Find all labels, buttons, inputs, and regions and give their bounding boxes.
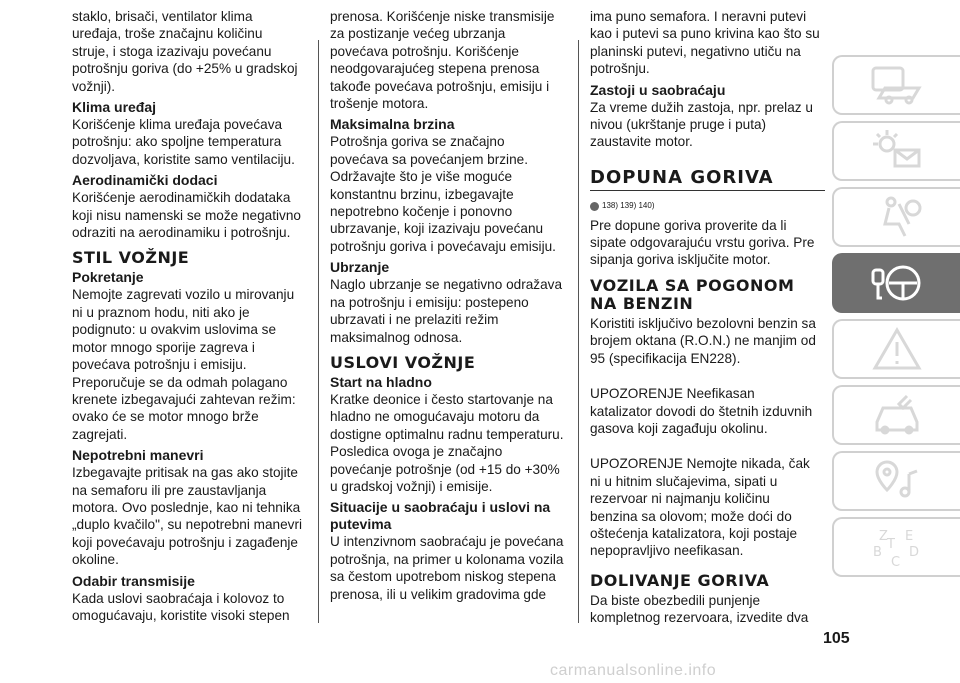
- paragraph: Naglo ubrzanje se negativno odražava na potrošnju i emisiju: postepeno ubrzavati i ne prelaziti režim maksimalnog odnosa.: [330, 277, 563, 345]
- paragraph: U intenzivnom saobraćaju je povećana potrošnja, na primer u kolonama vozila sa čestom upotrebom niskog stepena prenosa, ili u velikim gradovima gde: [330, 534, 564, 602]
- alphabet-index-icon: [869, 524, 925, 570]
- heading-zastoji: Zastoji u saobraćaju: [590, 81, 726, 98]
- lights-mail-icon: [869, 128, 925, 174]
- refs-text: 138) 139) 140): [602, 201, 655, 211]
- navigation-music-icon: [869, 458, 925, 504]
- svg-text:C: C: [891, 555, 901, 570]
- column-divider: [318, 40, 319, 623]
- chapter-tabs: [832, 55, 960, 583]
- warning-paragraph: UPOZORENJE Neefikasan katalizator dovodi do štetnih izduvnih gasova koji zagađuju okolinu.: [590, 386, 813, 436]
- paragraph: Kada uslovi saobraćaja i kolovoz to omogućavaju, koristite visoki stepen: [72, 590, 290, 623]
- paragraph: ima puno semafora. I neravni putevi kao i putevi sa puno krivina kao što su planinski putevi, negativno utiču na potrošnju.: [590, 9, 820, 77]
- paragraph: Nemojte zagrevati vozilo u mirovanju ni u praznom hodu, niti ako je podignuto: u ovakvim uslovima se motor mnogo sporije zagreva i povećava potrošnju i emisiju. Preporučuje se da odmah polagano krenete izbegavajući zahtevan režim: ovako će se motor mnogo brže zagrejati.: [72, 287, 296, 442]
- airbag-seat-icon: [869, 194, 925, 240]
- heading-situacije: Situacije u saobraćaju i uslovi na putevima: [330, 499, 551, 533]
- column-2: [330, 8, 565, 607]
- paragraph: Za vreme dužih zastoja, npr. prelaz u nivou (ukrštanje pruge i puta) zaustavite motor.: [590, 99, 813, 150]
- paragraph: Kratke deonice i često startovanje na hladno ne omogućavaju motoru da dostigne optimalnu radnu temperaturu. Posledica ovoga je značajno povećanje potrošnje (od +15 do +30% u gradskoj vožnji) i emisije.: [330, 391, 564, 494]
- column-divider: [578, 40, 579, 623]
- tab-starting-driving[interactable]: [832, 253, 960, 313]
- tab-emergency[interactable]: [832, 319, 960, 379]
- chapter-rule: [590, 190, 825, 191]
- warning-paragraph: UPOZORENJE Nemojte nikada, čak ni u hitnim slučajevima, sipati u rezervoar ni najmanju količinu benzina sa olovom; može doći do oštećenja katalizatora, koji postaje nepopravljivo neefikasan.: [590, 456, 810, 559]
- warning-dot-icon: [590, 202, 599, 211]
- heading-odabir: Odabir transmisije: [72, 572, 195, 589]
- column-3: [590, 8, 820, 631]
- car-wrench-icon: [869, 392, 925, 438]
- svg-text:B: B: [873, 545, 882, 560]
- heading-aero: Aerodinamički dodaci: [72, 172, 218, 189]
- paragraph: Pre dopune goriva proverite da li sipate odgovarajuću vrstu goriva. Pre sipanja goriva isključite motor.: [590, 217, 815, 268]
- chapter-title-dopuna: DOPUNA GORIVA: [590, 166, 774, 188]
- svg-text:E: E: [905, 529, 914, 544]
- svg-text:T: T: [887, 537, 895, 552]
- car-dashboard-icon: [869, 62, 925, 108]
- section-title-vozila: VOZILA SA POGONOM NA BENZIN: [590, 275, 795, 313]
- paragraph: Da biste obezbedili punjenje kompletnog rezervoara, izvedite dva: [590, 592, 809, 626]
- column-1: [72, 8, 302, 628]
- section-title-uslovi: USLOVI VOŽNJE: [330, 352, 476, 372]
- section-title-dolivanje: DOLIVANJE GORIVA: [590, 570, 770, 590]
- tab-lights[interactable]: [832, 121, 960, 181]
- section-title-stil: STIL VOŽNJE: [72, 248, 190, 268]
- heading-klima: Klima uređaj: [72, 99, 157, 116]
- paragraph: Izbegavajte pritisak na gas ako stojite na semaforu ili pre zaustavljanja motora. Ovo poslednje, kao ni tehnika „duplo kvačilo", su nepotrebni manevri koji povećavaju potrošnju i zagađenje okoline.: [72, 465, 302, 568]
- tab-safety[interactable]: [832, 187, 960, 247]
- svg-text:D: D: [909, 545, 920, 560]
- paragraph: Korišćenje aerodinamičkih dodataka koji nisu namenski se može negativno odraziti na aerodinamiku i potrošnju.: [72, 190, 301, 241]
- tab-maintenance[interactable]: [832, 385, 960, 445]
- heading-pokretanje: Pokretanje: [72, 269, 144, 286]
- paragraph: Korišćenje klima uređaja povećava potrošnju: ako spoljne temperatura dozvoljava, koristite samo ventilaciju.: [72, 117, 295, 167]
- tab-multimedia[interactable]: [832, 451, 960, 511]
- paragraph: Koristiti isključivo bezolovni benzin sa brojem oktana (R.O.N.) ne manjim od 95 (specifikacija EN228).: [590, 315, 816, 366]
- paragraph: prenosa. Korišćenje niske transmisije za postizanje većeg ubrzanja povećava potrošnju. Korišćenje neodgovarajućeg stepena prenosa takođe povećava potrošnju, emisiju i trošenje motora.: [330, 9, 555, 112]
- heading-start: Start na hladno: [330, 373, 432, 390]
- watermark: carmanualsonline.info: [550, 662, 717, 679]
- warning-triangle-icon: [869, 326, 925, 372]
- heading-manevri: Nepotrebni manevri: [72, 447, 204, 464]
- heading-brzina: Maksimalna brzina: [330, 116, 455, 133]
- warning-references: [590, 197, 820, 214]
- paragraph: staklo, brisači, ventilator klima uređaja, troše značajnu količinu struje, i stoga izazivaju povećanu potrošnju goriva (do +25% u gradskoj vožnji).: [72, 9, 298, 94]
- tab-dashboard[interactable]: [832, 55, 960, 115]
- tab-index[interactable]: [832, 517, 960, 577]
- svg-text:Z: Z: [879, 529, 888, 544]
- page-number: 105: [823, 630, 850, 647]
- heading-ubrzanje: Ubrzanje: [330, 259, 390, 276]
- paragraph: Potrošnja goriva se značajno povećava sa povećanjem brzine. Održavajte što je više moguće konstantnu brzinu, izbegavajte nepotrebno kočenje i ponovno ubrzavanje, koji izazivaju povećanu potrošnju goriva i povećavaju emisiju.: [330, 134, 556, 254]
- steering-wheel-key-icon: [869, 260, 925, 306]
